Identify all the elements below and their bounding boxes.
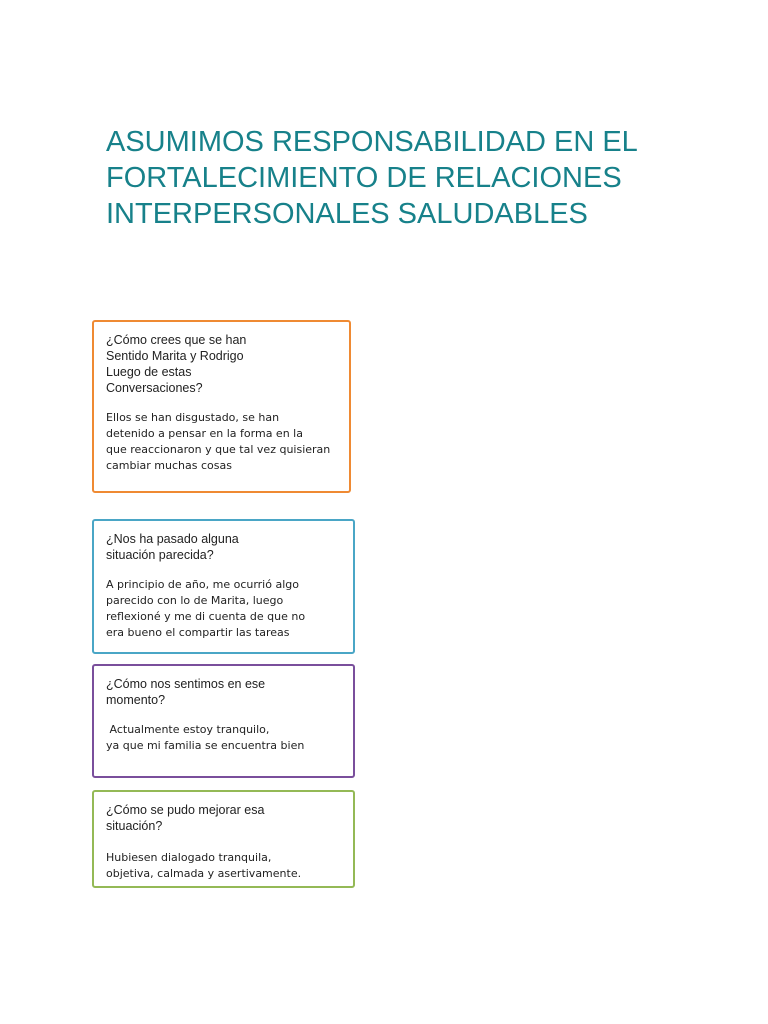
question-line: ¿Nos ha pasado alguna: [106, 532, 239, 546]
answer-line: cambiar muchas cosas: [106, 459, 232, 472]
card-question: [106, 332, 339, 396]
question-line: ¿Cómo nos sentimos en ese: [106, 677, 266, 691]
page-title: [106, 124, 706, 232]
answer-line: Hubiesen dialogado tranquila,: [106, 851, 272, 864]
answer-line: era bueno el compartir las tareas: [106, 626, 290, 639]
card-answer: [106, 410, 339, 474]
card-question: [106, 676, 343, 708]
answer-line: Actualmente estoy tranquilo,: [106, 723, 270, 736]
card-answer: [106, 850, 343, 882]
answer-line: parecido con lo de Marita, luego: [106, 594, 284, 607]
card-answer: [106, 722, 343, 754]
question-line: ¿Cómo crees que se han: [106, 333, 247, 347]
answer-line: A principio de año, me ocurrió algo: [106, 578, 299, 591]
card-question: [106, 802, 343, 834]
question-line: ¿Cómo se pudo mejorar esa: [106, 803, 265, 817]
answer-line: que reaccionaron y que tal vez quisieran: [106, 443, 331, 456]
title-line: ASUMIMOS RESPONSABILIDAD EN EL: [106, 126, 638, 158]
answer-line: Ellos se han disgustado, se han: [106, 411, 280, 424]
question-line: Sentido Marita y Rodrigo: [106, 349, 244, 363]
title-line: FORTALECIMIENTO DE RELACIONES: [106, 162, 622, 194]
question-line: Luego de estas: [106, 365, 192, 379]
answer-line: objetiva, calmada y asertivamente.: [106, 867, 302, 880]
question-line: situación parecida?: [106, 548, 214, 562]
question-card-improvement: [92, 790, 355, 888]
card-question: [106, 531, 343, 563]
question-line: situación?: [106, 819, 163, 833]
card-answer: [106, 577, 343, 641]
answer-line: reflexioné y me di cuenta de que no: [106, 610, 306, 623]
answer-line: detenido a pensar en la forma en la: [106, 427, 303, 440]
title-line: INTERPERSONALES SALUDABLES: [106, 198, 588, 230]
question-card-similar-situation: [92, 519, 355, 654]
question-line: Conversaciones?: [106, 381, 203, 395]
question-card-feelings: [92, 320, 351, 493]
question-line: momento?: [106, 693, 166, 707]
question-card-current-feelings: [92, 664, 355, 778]
answer-line: ya que mi familia se encuentra bien: [106, 739, 305, 752]
